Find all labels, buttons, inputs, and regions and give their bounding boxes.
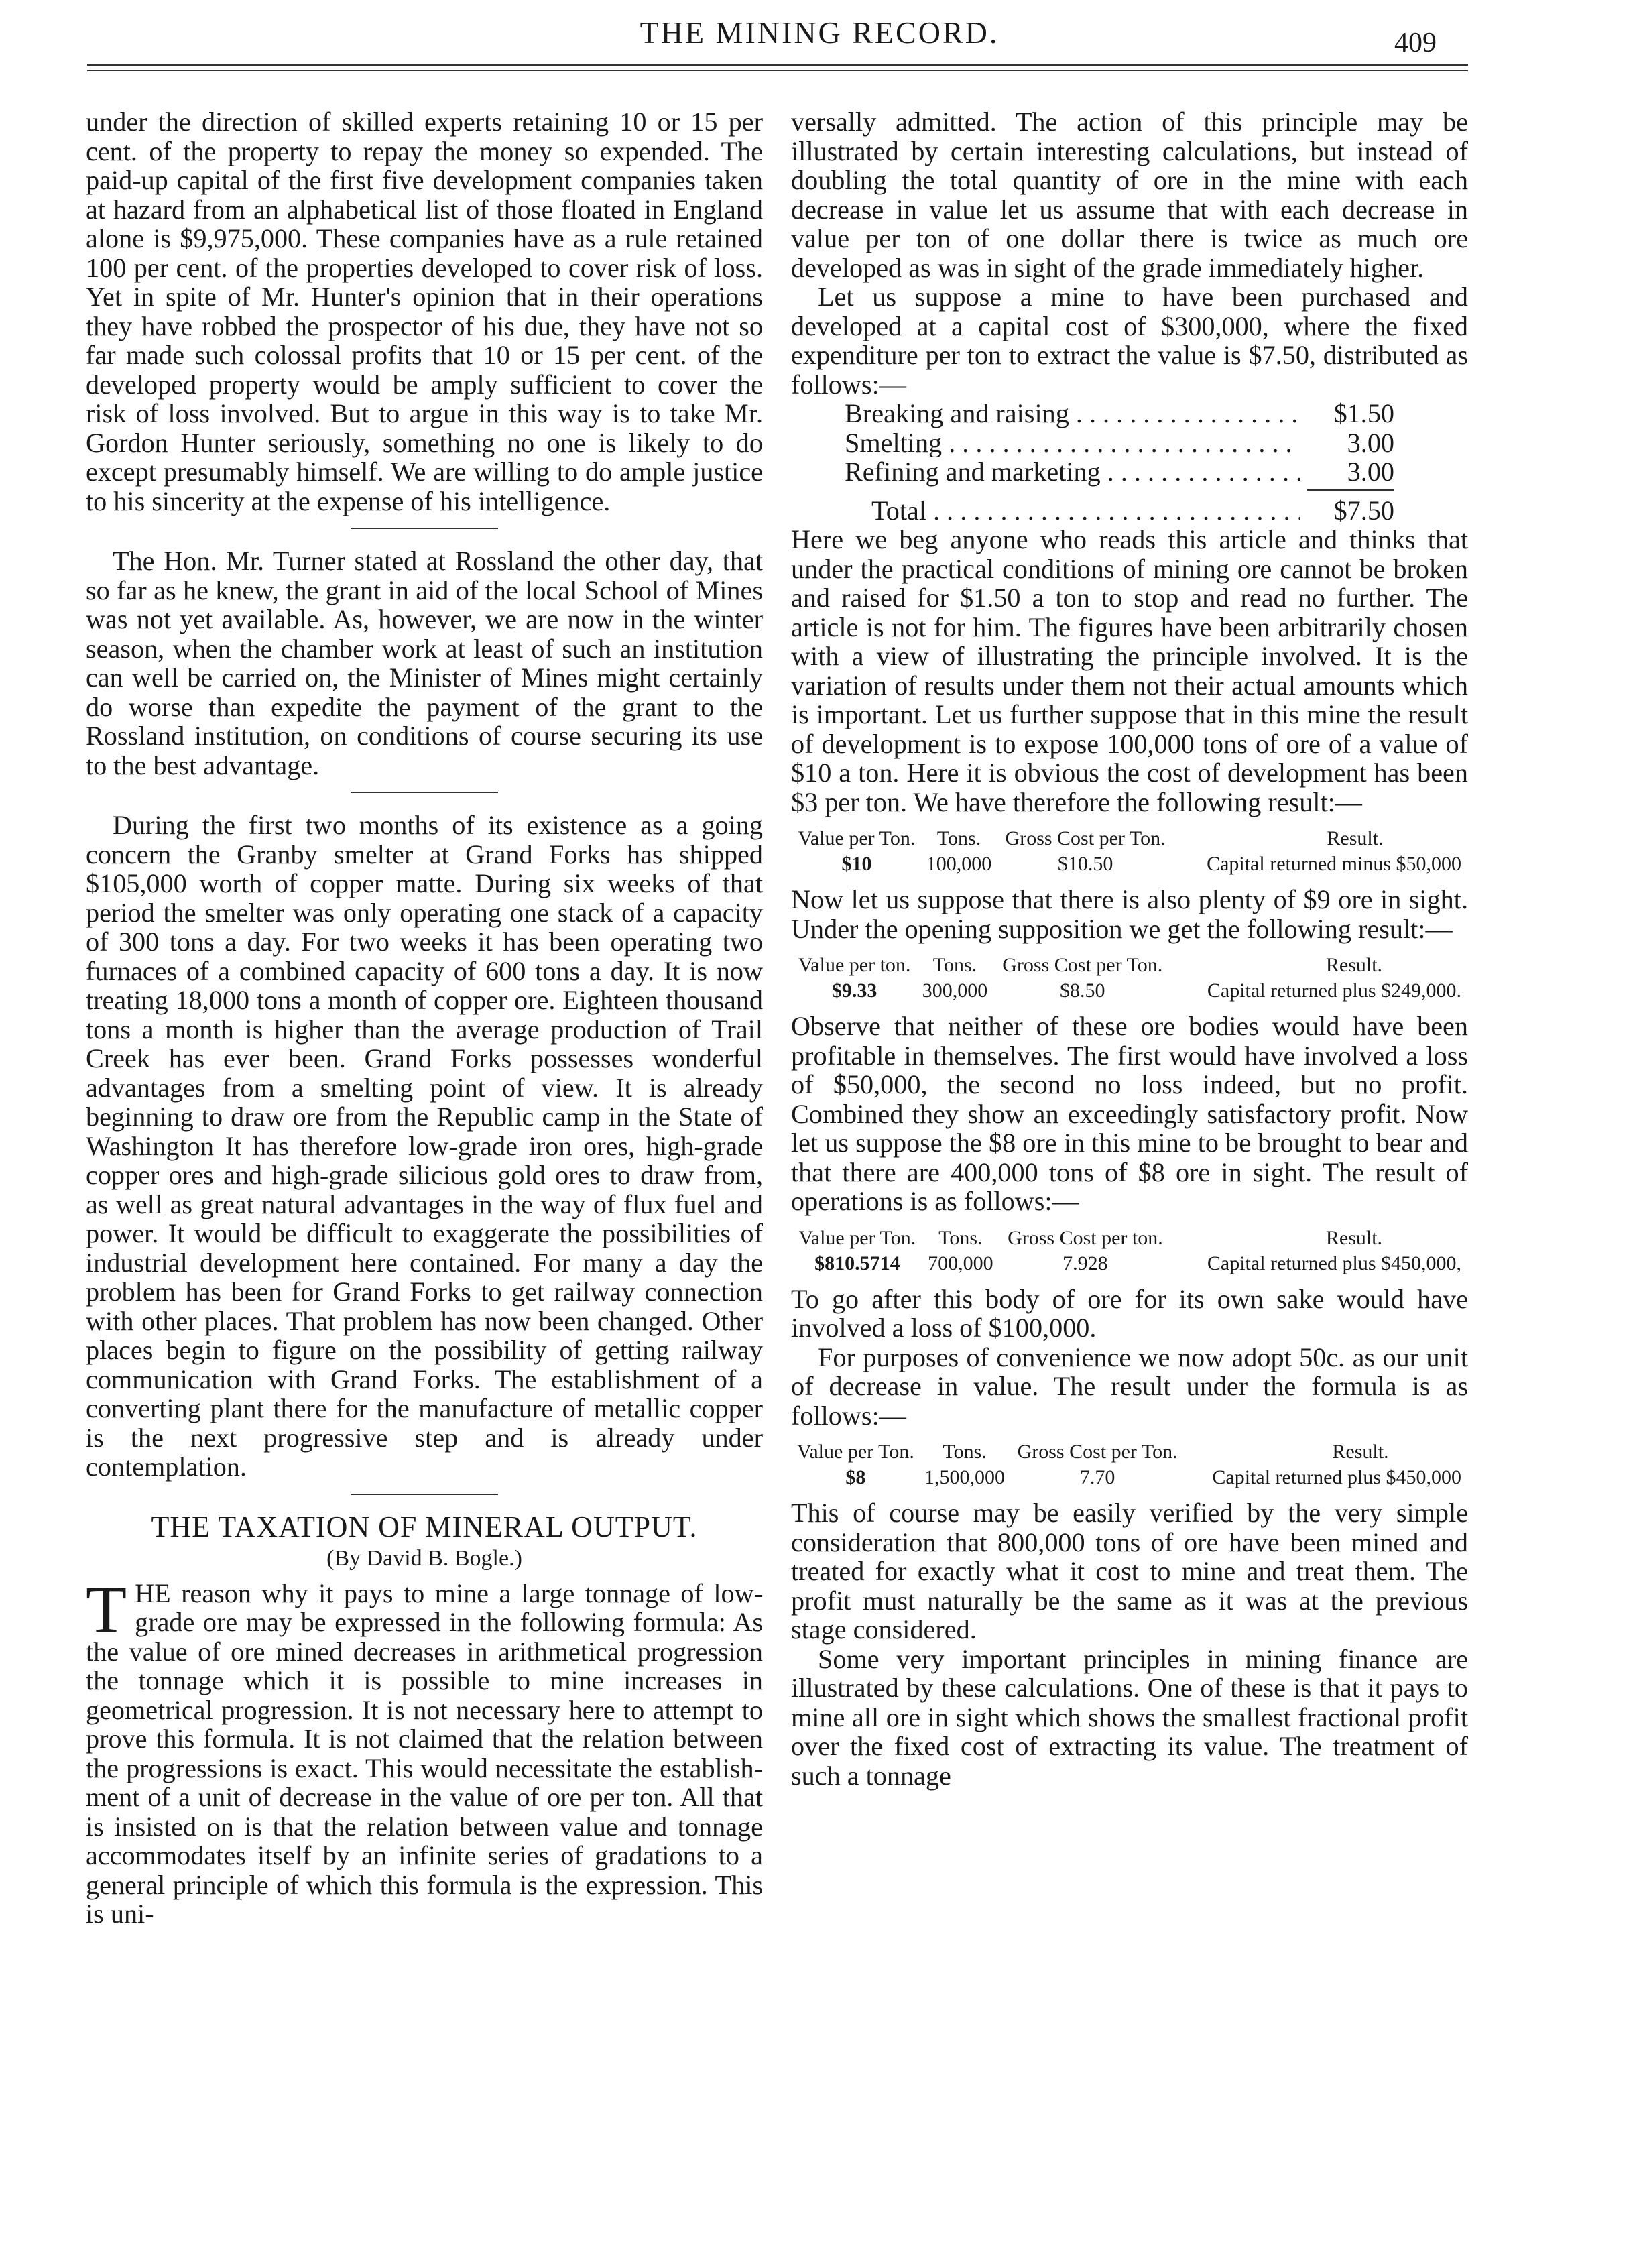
column-header: Value per Ton. <box>798 827 916 849</box>
table-cell: $10 <box>841 853 872 875</box>
table-cell: 7.928 <box>1063 1252 1108 1274</box>
column-header: Value per Ton. <box>797 1441 914 1463</box>
column-header: Tons. <box>943 1441 987 1463</box>
cost-value: 3.00 <box>1347 427 1394 458</box>
cost-value: $1.50 <box>1333 398 1394 428</box>
table-row <box>791 1250 1468 1275</box>
column-header: Value per ton. <box>798 954 911 976</box>
column-header: Result. <box>1327 827 1384 849</box>
result-table-1 <box>791 827 1468 876</box>
table-cell: Capital returned plus $450,000 <box>1212 1466 1461 1488</box>
left-paragraph-2: The Hon. Mr. Turner stated at Rossland the other day, that so far as he knew, the grant in aid of the local School of Mines was not yet available. As, however, we are now in the winter season, when the chamber work at least of such an institution can well be carried on, the Minister of Mines might certainly do worse than expedite the payment of the grant to the Rossland institution, on conditions of course securing its use to the best advantage. <box>86 546 763 780</box>
column-header: Gross Cost per Ton. <box>1005 827 1166 849</box>
left-paragraph-1: under the direction of skilled experts retaining 10 or 15 per cent. of the property to repay the money so expended. The paid-up capital of the first five development companies taken at hazard from an alphabetical list of those floated in England alone is $9,975,000. These companies have as a rule retained 100 per cent. of the properties developed to cover risk of loss. Yet in spite of Mr. Hunter's opinion that in their operations they have robbed the prospector of his due, they have not so far made such colossal profits that 10 or 15 per cent. of the developed property would be amply sufficient to cover the risk of loss involved. But to argue in this way is to take Mr. Gordon Hunter seriously, something no one is likely to do except presumably himself. We are willing to do ample justice to his sincerity at the expense of his intelligence. <box>86 107 763 516</box>
total-value: $7.50 <box>1333 495 1394 526</box>
right-paragraph-7: For purposes of convenience we now adopt 50c. as our unit of decrease in value. The result under the formula is as follows:— <box>791 1341 1468 1431</box>
table-row <box>791 977 1468 1002</box>
right-paragraph-4: Now let us suppose that there is also plenty of $9 ore in sight. Under the opening supposition we get the following result:— <box>791 884 1468 944</box>
right-paragraph-8: This of course may be easily verified by the very simple consideration that 800,000 tons of ore have been mined and treated for exactly what it cost to mine and treat them. The profit must naturally be the same as it was at the previous stage considered. <box>791 1498 1468 1645</box>
table-cell: $8.50 <box>1060 979 1105 1002</box>
right-paragraph-2: Let us suppose a mine to have been purchased and developed at a capital cost of $300,000, where the fixed expenditure per ton to extract the value is $7.50, distributed as follows:— <box>791 282 1468 400</box>
right-paragraph-6: To go after this body of ore for its own sake would have involved a loss of $100,000. <box>791 1283 1468 1343</box>
table-cell: 1,500,000 <box>924 1466 1006 1488</box>
cost-label: Refining and marketing . . . <box>845 457 1300 487</box>
right-paragraph-9: Some very important principles in mining finance are illustrated by these calculations. One of these is that it pays to mine all ore in sight which shows the smallest fractional profit over the fixed cost of extracting its value. The treatment of such a tonnage <box>791 1643 1468 1791</box>
cost-label: Breaking and raising . . . <box>845 399 1300 428</box>
cost-total-row <box>845 496 1394 526</box>
table-cell: 100,000 <box>926 853 992 875</box>
drop-cap: T <box>86 1571 127 1647</box>
column-header: Result. <box>1332 1441 1389 1463</box>
table-row <box>791 850 1468 876</box>
cost-row <box>845 428 1394 458</box>
left-paragraph-3: During the first two months of its existence as a going concern the Granby smelter at Grand Forks has shipped $105,000 worth of copper matte. During six weeks of that period the smelter was only operating one stack of a capacity of 300 tons a day. For two weeks it has been operating two furnaces of a combined capacity of 600 tons a day. It is now treating 18,000 tons a month of copper ore. Eighteen thousand tons a month is higher than the average production of Trail Creek has ever been. Grand Forks possesses wonderful advantages from a smelting point of view. It is already beginning to draw ore from the Republic camp in the State of Washington It has therefore low-grade iron ores, high-grade copper ores and high-grade silicious gold ores to draw from, as well as great natural advantages in the way of flux fuel and power. It would be difficult to exaggerate the possibilities of industrial development here contained. For many a day the problem has been for Grand Forks to get railway connection with other places. That problem has now been changed. Other places begin to figure on the possibility of getting railway communication with Grand Forks. The establishment of a converting plant there for the manufacture of metallic copper is the next progressive step and is already under contemplation. <box>86 810 763 1482</box>
total-rule <box>1307 489 1394 491</box>
total-label: Total . . . <box>871 496 1300 526</box>
column-header: Tons. <box>932 954 977 976</box>
left-paragraph-4-text: HE reason why it pays to mine a large tonnage of low-grade ore may be expressed in the following formula: As the value of ore mined decreases in arithmetical progression the tonnage which it is possible to mine increases in geometrical progression. It is not necessary here to attempt to prove this formula. It is not claimed that the relation between the progressions is exact. This would necessitate the establishment of a unit of decrease in the value of ore per ton. All that is insisted on is that the relation between value and tonnage accommodates itself by an infinite series of gradations to a general principle of which this formula is the expression. This is uni- <box>86 1577 763 1929</box>
left-column <box>86 107 763 1929</box>
section-divider <box>351 792 498 793</box>
column-header: Result. <box>1325 1226 1383 1249</box>
cost-row <box>845 399 1394 428</box>
result-table-4 <box>791 1441 1468 1489</box>
right-paragraph-3: Here we beg anyone who reads this article and thinks that under the practical conditions of mining ore cannot be broken and raised for $1.50 a ton to stop and read no further. The article is not for him. The figures have been arbitrarily chosen with a view of illustrating the principle involved. It is the variation of results under them not their actual amounts which is important. Let us further suppose that in this mine the result of development is to expose 100,000 tons of ore of a value of $10 a ton. Here it is obvious the cost of development has been $3 per ton. We have therefore the following result:— <box>791 524 1468 817</box>
table-cell: Capital returned minus $50,000 <box>1207 853 1461 875</box>
table-cell: $810.5714 <box>814 1252 900 1274</box>
table-cell: $10.50 <box>1057 853 1113 875</box>
article-title: THE TAXATION OF MINERAL OUTPUT. <box>151 1510 698 1543</box>
column-header: Gross Cost per Ton. <box>1017 1441 1178 1463</box>
right-paragraph-1: versally admitted. The action of this principle may be illustrated by certain interesting calculations, but instead of doubling the total quantity of ore in the mine with each decrease in value let us assume that with each decrease in value per ton of one dollar there is twice as much ore developed as was in sight of the grade immediately higher. <box>791 107 1468 283</box>
table-cell: Capital returned plus $249,000. <box>1207 979 1461 1002</box>
table-cell: 300,000 <box>922 979 988 1002</box>
result-table-3 <box>791 1227 1468 1275</box>
table-cell: 7.70 <box>1079 1466 1115 1488</box>
column-header: Tons. <box>936 827 981 849</box>
cost-row <box>845 457 1394 487</box>
table-cell: 700,000 <box>928 1252 993 1274</box>
article-byline: (By David B. Bogle.) <box>326 1546 522 1571</box>
section-divider <box>351 1494 498 1495</box>
table-cell: $8 <box>845 1466 866 1488</box>
column-header: Tons. <box>938 1226 983 1249</box>
cost-breakdown <box>845 399 1394 525</box>
table-cell: Capital returned plus $450,000, <box>1207 1252 1461 1274</box>
column-header: Gross Cost per ton. <box>1008 1226 1163 1249</box>
section-divider <box>351 528 498 529</box>
header-rule-top <box>87 64 1468 66</box>
result-table-2 <box>791 954 1468 1002</box>
column-header: Gross Cost per Ton. <box>1002 954 1163 976</box>
running-head-title: THE MINING RECORD. <box>640 15 999 50</box>
cost-label: Smelting . . . <box>845 428 1300 458</box>
page-number: 409 <box>1394 27 1437 58</box>
column-header: Value per Ton. <box>798 1226 916 1249</box>
table-row <box>791 1464 1468 1489</box>
header-rule-bottom <box>87 70 1468 71</box>
table-cell: $9.33 <box>831 979 877 1002</box>
right-paragraph-5: Observe that neither of these ore bodies would have been profitable in themselves. The first would have involved a loss of $50,000, the second no loss indeed, but no profit. Combined they show an exceedingly satisfactory profit. Now let us suppose the $8 ore in this mine to be brought to bear and that there are 400,000 tons of $8 ore in sight. The result of operations is as follows:— <box>791 1011 1468 1216</box>
left-paragraph-4 <box>86 1571 763 1929</box>
cost-value: 3.00 <box>1347 457 1394 487</box>
right-column <box>791 107 1468 1790</box>
column-header: Result. <box>1325 954 1383 976</box>
